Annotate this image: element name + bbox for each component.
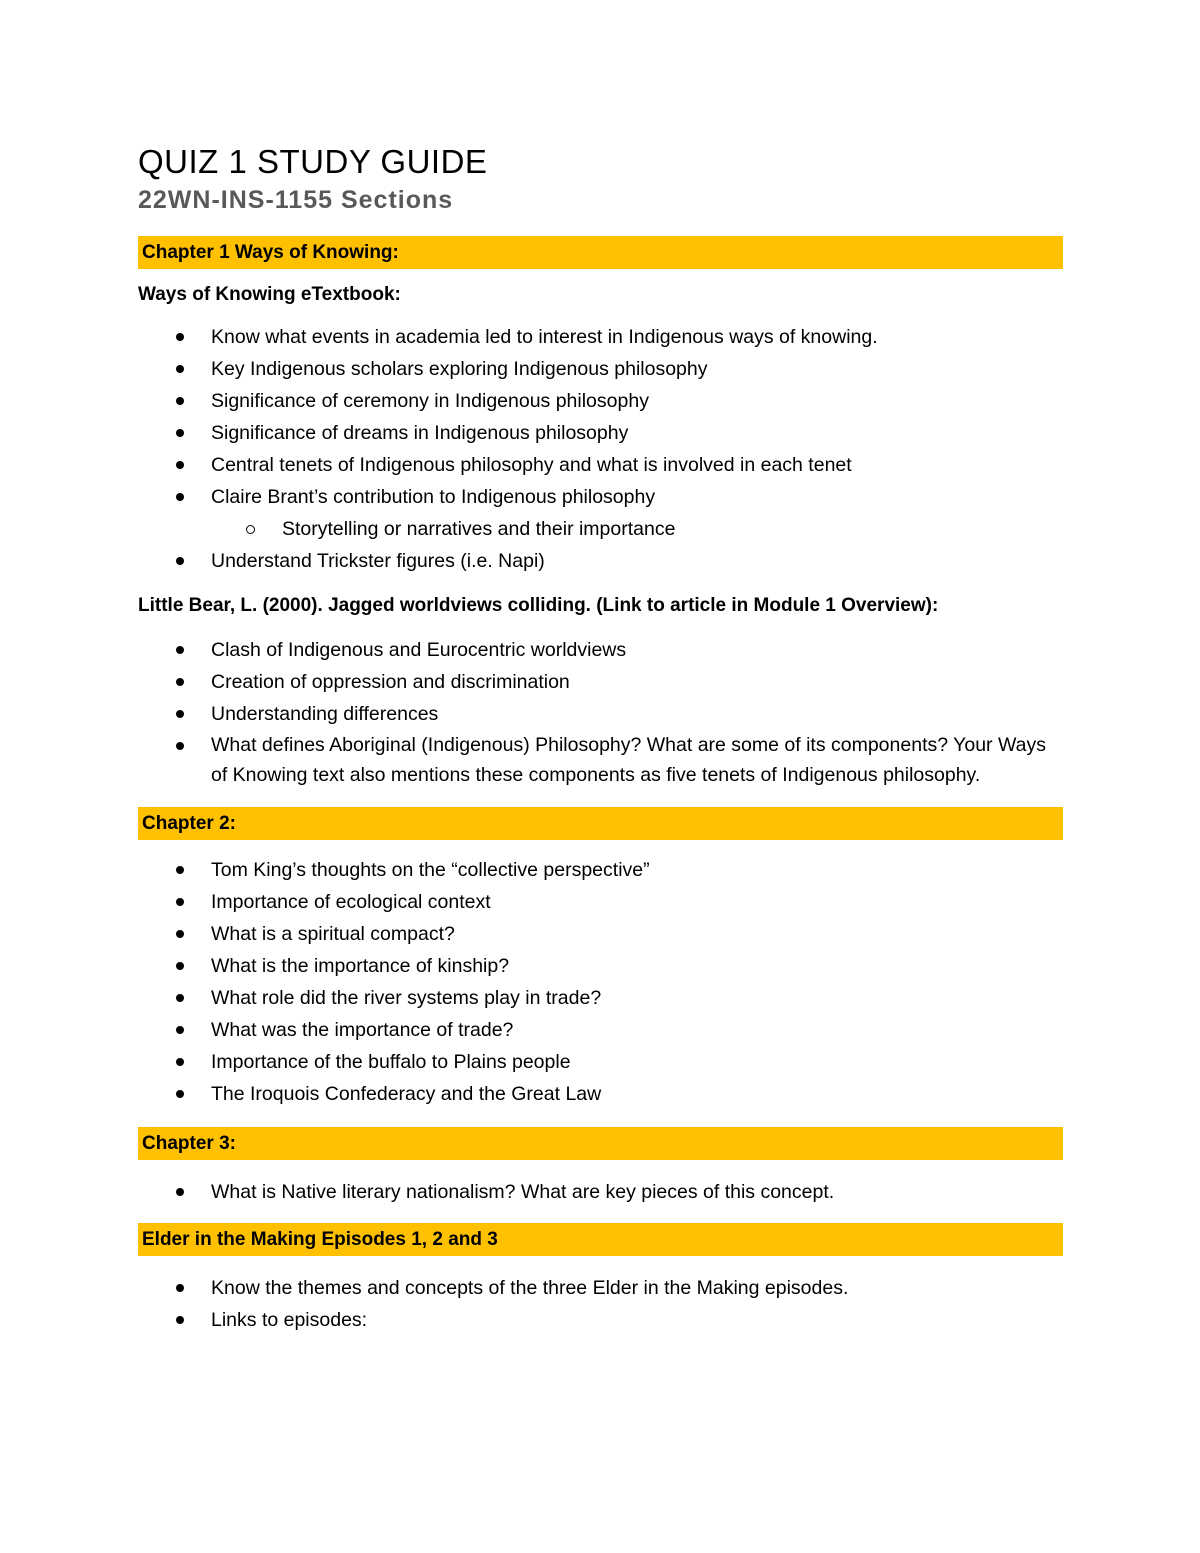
little-bear-subheading: Little Bear, L. (2000). Jagged worldviews colliding. (Link to article in Module 1 Overview):: [138, 595, 939, 616]
document-subtitle: 22WN-INS-1155 Sections: [138, 186, 454, 214]
list-item: What role did the river systems play in trade?: [138, 982, 1063, 1014]
list-item: Know what events in academia led to interest in Indigenous ways of knowing.: [138, 321, 1063, 353]
list-item: Understanding differences: [138, 698, 1063, 730]
list-item: Importance of the buffalo to Plains people: [138, 1046, 1063, 1078]
list-item: The Iroquois Confederacy and the Great Law: [138, 1078, 1063, 1110]
list-item: Central tenets of Indigenous philosophy and what is involved in each tenet: [138, 449, 1063, 481]
chapter-2-heading: Chapter 2:: [138, 807, 1063, 840]
list-item: Claire Brant’s contribution to Indigenous philosophy: [138, 481, 1063, 513]
list-item: Creation of oppression and discrimination: [138, 666, 1063, 698]
ways-of-knowing-subheading: Ways of Knowing eTextbook:: [138, 284, 401, 305]
list-item: Significance of dreams in Indigenous philosophy: [138, 417, 1063, 449]
sub-list-item: Storytelling or narratives and their importance: [138, 513, 1063, 545]
list-item: What is the importance of kinship?: [138, 950, 1063, 982]
list-item: Tom King’s thoughts on the “collective perspective”: [138, 854, 1063, 886]
chapter-2-list: [138, 854, 1063, 1110]
list-item: What is a spiritual compact?: [138, 918, 1063, 950]
document-title: QUIZ 1 STUDY GUIDE: [138, 143, 488, 180]
list-item: What defines Aboriginal (Indigenous) Philosophy? What are some of its components? Your Ways of Knowing text also mentions these components as five tenets of Indigenous philosophy.: [138, 730, 1063, 790]
list-item: Significance of ceremony in Indigenous philosophy: [138, 385, 1063, 417]
list-item: What was the importance of trade?: [138, 1014, 1063, 1046]
list-item: Links to episodes:: [138, 1304, 1063, 1336]
list-item: Clash of Indigenous and Eurocentric worldviews: [138, 634, 1063, 666]
document-page: [138, 140, 1063, 1336]
chapter-3-list: [138, 1176, 1063, 1208]
little-bear-list: [138, 634, 1063, 790]
list-item: Understand Trickster figures (i.e. Napi): [138, 545, 1063, 577]
chapter-1-list: [138, 321, 1063, 577]
list-item: Know the themes and concepts of the three Elder in the Making episodes.: [138, 1272, 1063, 1304]
list-item: Key Indigenous scholars exploring Indigenous philosophy: [138, 353, 1063, 385]
list-item: Importance of ecological context: [138, 886, 1063, 918]
elder-in-the-making-heading: Elder in the Making Episodes 1, 2 and 3: [138, 1223, 1063, 1256]
elder-in-the-making-list: [138, 1272, 1063, 1336]
list-item: What is Native literary nationalism? What are key pieces of this concept.: [138, 1176, 1063, 1208]
chapter-1-heading: Chapter 1 Ways of Knowing:: [138, 236, 1063, 269]
chapter-3-heading: Chapter 3:: [138, 1127, 1063, 1160]
